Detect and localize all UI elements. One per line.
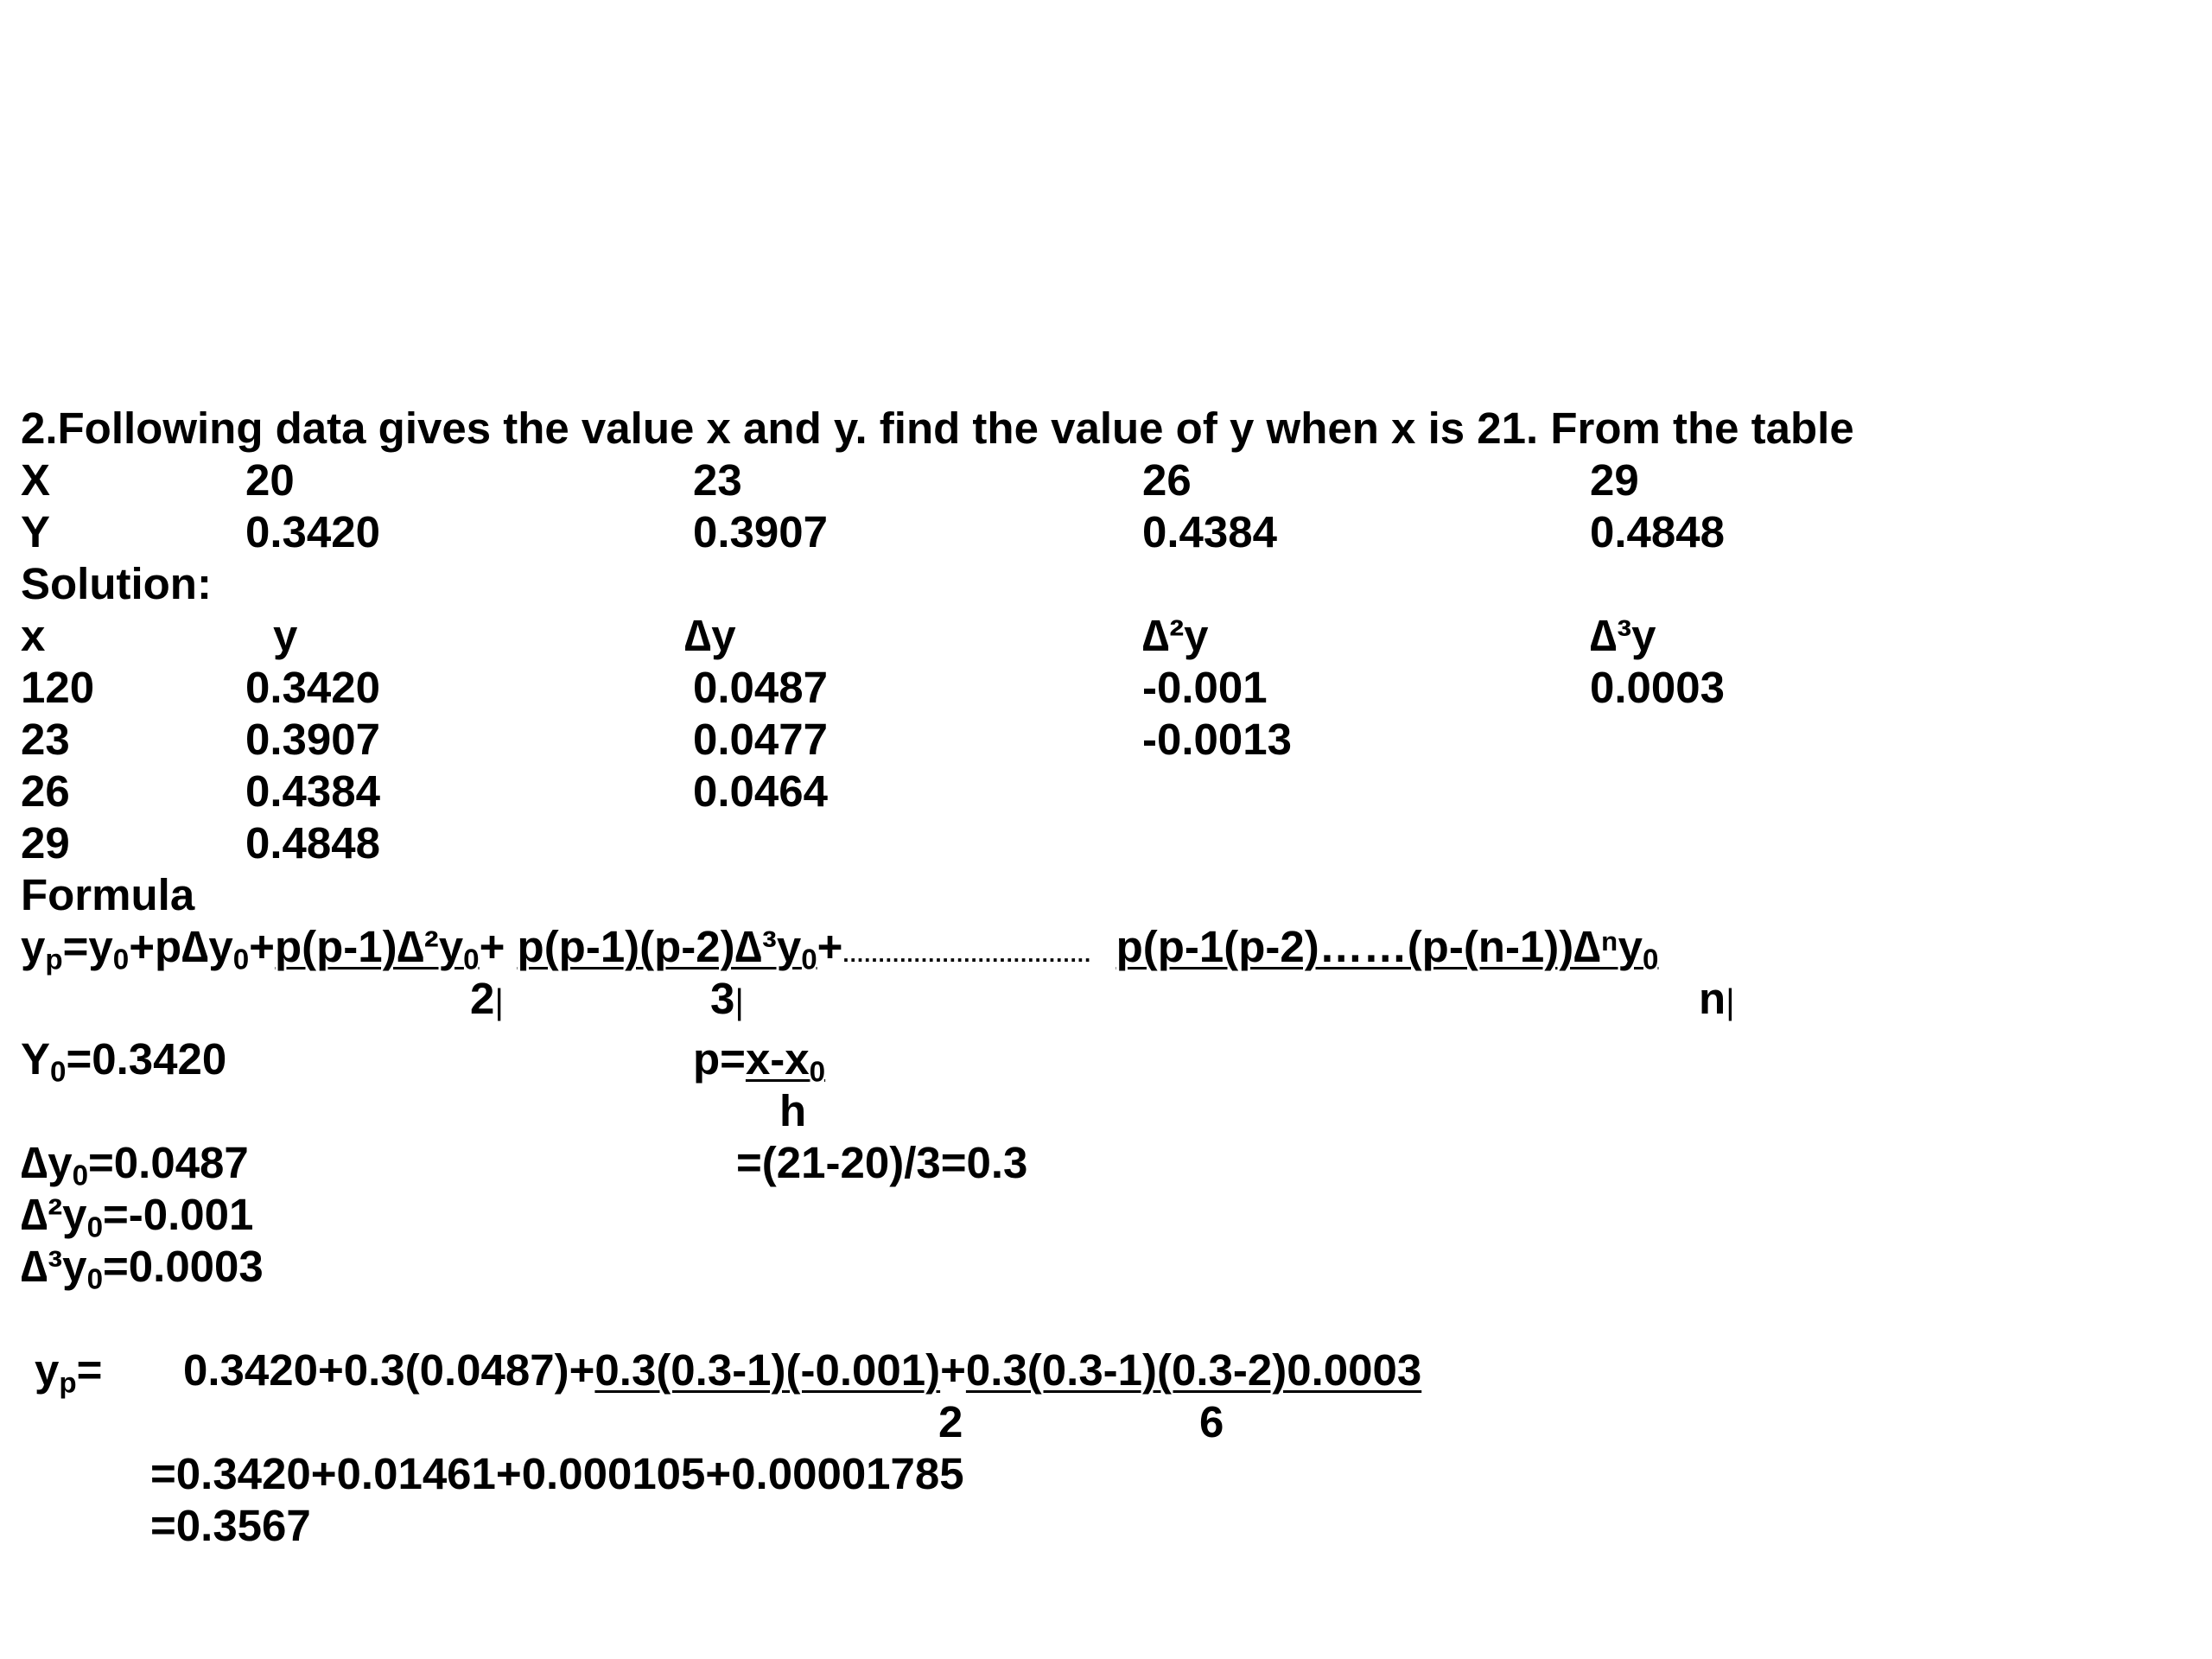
result-first-terms: 0.3420+0.3(0.0487)+ [183, 1345, 595, 1395]
diff-cell: 0.3907 [245, 715, 380, 764]
newton-forward-formula [21, 921, 1658, 980]
diff-cell: 29 [21, 818, 70, 868]
result-fraction2-denominator: 6 [1199, 1397, 1224, 1446]
formula-term3-numerator: $p(p-1)\Delta^2y_0$ [274, 922, 480, 976]
formula-term4-numerator: $p(p-1)(p-2)\Delta^3y_0$ [517, 922, 817, 976]
formula-lhs: y [21, 922, 46, 971]
formula-label: Formula [21, 870, 195, 919]
formula-term2-sub: 0 [232, 944, 250, 976]
diff-cell: 0.4848 [245, 818, 380, 868]
formula-plus: + [479, 922, 505, 971]
given-y-value: 0.4848 [1590, 507, 1725, 556]
p-formula: $p=x-x_0$ [693, 1034, 826, 1089]
diff-header-delta2-y: ∆²y [1142, 611, 1209, 660]
formula-termn-numerator: p(p-1(p-2)……(p-(n-1))∆ⁿy$_0$ [1116, 922, 1659, 976]
p-denominator: h [779, 1086, 807, 1135]
formula-term2: +p∆y [129, 922, 233, 971]
result-plus: + [940, 1345, 966, 1395]
diff-cell: -0.0013 [1142, 715, 1292, 764]
formula-lhs-sub: p [45, 944, 63, 976]
diff-cell: 0.0477 [693, 715, 828, 764]
diff-cell: 23 [21, 715, 70, 764]
result-fraction1-numerator: 0.3(0.3-1)(-0.001) [594, 1345, 941, 1395]
diff-cell: 120 [21, 663, 95, 712]
diff-header-delta3-y: ∆³y [1590, 611, 1656, 660]
diff-cell: 0.4384 [245, 766, 380, 816]
given-x-value: 20 [245, 455, 295, 505]
formula-term1-sub: 0 [112, 944, 130, 976]
p-calculation: =(21-20)/3=0.3 [736, 1138, 1028, 1187]
diff-cell: 26 [21, 766, 70, 816]
result-fraction2-numerator: 0.3(0.3-1)(0.3-2)0.0003 [965, 1345, 1422, 1395]
result-step2: =0.3420+0.01461+0.000105+0.00001785 [150, 1449, 964, 1498]
given-y-label: Y [21, 507, 51, 556]
given-y-value: 0.3907 [693, 507, 828, 556]
diff-cell: -0.001 [1142, 663, 1268, 712]
delta3-y0-value: $\Delta^3y_0=0.0003$ [21, 1242, 264, 1296]
formula-plus: + [817, 922, 843, 971]
result-expression [183, 1344, 1421, 1396]
y0-value: $Y_0=0.3420$ [21, 1034, 227, 1089]
result-fraction1-denominator: 2 [938, 1397, 963, 1446]
solution-label: Solution: [21, 559, 212, 608]
diff-header-y: y [273, 611, 298, 660]
question-text: 2.Following data gives the value x and y. find the value of y when x is 21. From the table [21, 404, 1854, 453]
given-x-label: X [21, 455, 51, 505]
result-final: =0.3567 [150, 1501, 311, 1550]
formula-term4-denominator: 3| [710, 974, 744, 1023]
given-y-value: 0.3420 [245, 507, 380, 556]
diff-cell: 0.3420 [245, 663, 380, 712]
given-x-value: 26 [1142, 455, 1192, 505]
formula-plus: + [249, 922, 275, 971]
result-lhs: $y_p=$ [35, 1345, 103, 1400]
formula-term3-denominator: 2| [470, 974, 504, 1023]
diff-cell: 0.0487 [693, 663, 828, 712]
formula-term1: =y [62, 922, 113, 971]
diff-cell: 0.0003 [1590, 663, 1725, 712]
given-y-value: 0.4384 [1142, 507, 1277, 556]
delta-y0-value: $\Delta y_0=0.0487$ [21, 1138, 249, 1192]
diff-cell: 0.0464 [693, 766, 828, 816]
diff-header-x: x [21, 611, 46, 660]
formula-ellipsis: ................................... [842, 941, 1092, 967]
formula-termn-denominator: n| [1699, 974, 1735, 1023]
given-x-value: 23 [693, 455, 742, 505]
diff-header-delta-y: ∆y [684, 611, 736, 660]
delta2-y0-value: $\Delta^2y_0=-0.001$ [21, 1190, 254, 1244]
given-x-value: 29 [1590, 455, 1639, 505]
